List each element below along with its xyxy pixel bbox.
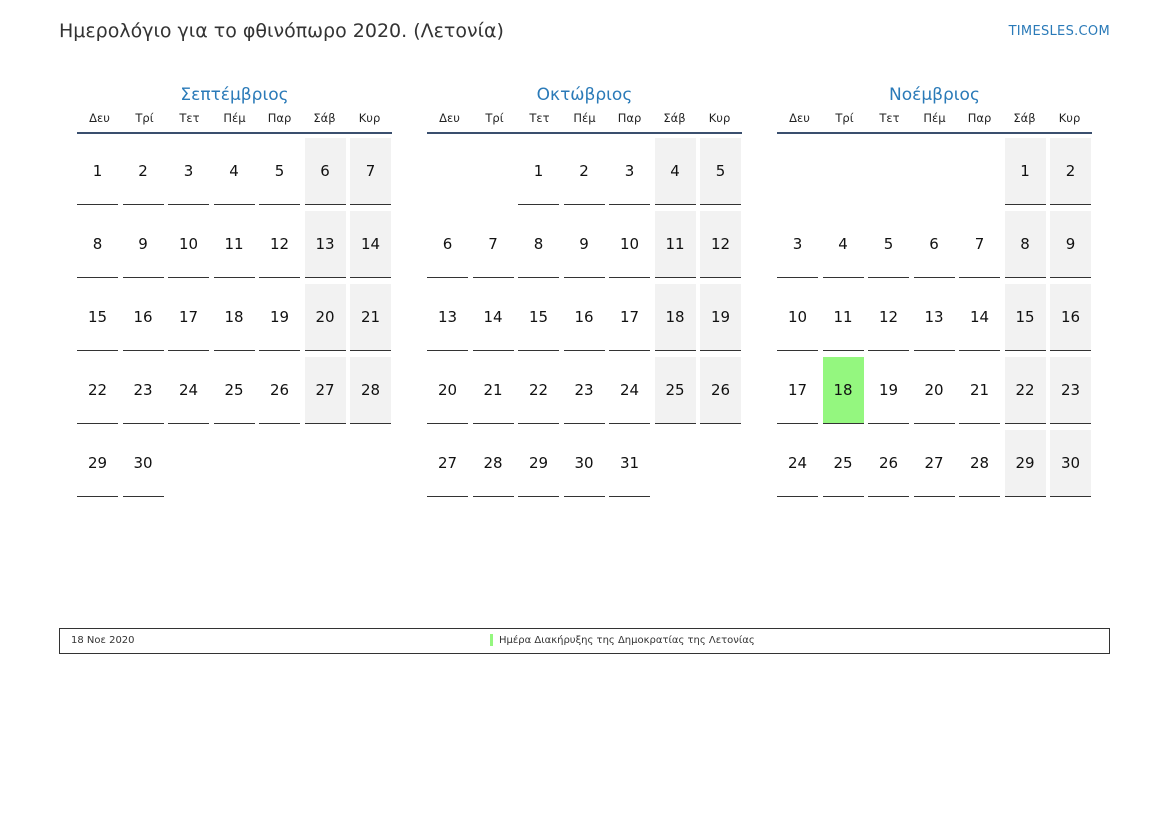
month-november xyxy=(777,82,1092,614)
day-cell: 9 xyxy=(564,211,605,278)
day-cell: 6 xyxy=(305,138,346,205)
day-cell: 9 xyxy=(1050,211,1091,278)
weekday-label: Σάβ xyxy=(663,111,686,125)
legend-color-swatch xyxy=(490,634,493,646)
day-cell: 9 xyxy=(123,211,164,278)
day-cell: 30 xyxy=(1050,430,1091,497)
day-cell: 21 xyxy=(350,284,391,351)
weekday-label: Σάβ xyxy=(313,111,336,125)
day-cell: 24 xyxy=(609,357,650,424)
day-cell: 23 xyxy=(564,357,605,424)
day-cell: 11 xyxy=(655,211,696,278)
day-cell: 7 xyxy=(959,211,1000,278)
day-cell: 2 xyxy=(123,138,164,205)
day-cell: 5 xyxy=(868,211,909,278)
day-cell: 29 xyxy=(1005,430,1046,497)
day-cell: 2 xyxy=(564,138,605,205)
day-cell: 25 xyxy=(655,357,696,424)
legend-date: 18 Νοε 2020 xyxy=(71,635,135,646)
day-cell: 27 xyxy=(914,430,955,497)
day-cell: 3 xyxy=(777,211,818,278)
day-cell: 30 xyxy=(123,430,164,497)
day-cell: 10 xyxy=(609,211,650,278)
day-cell: 27 xyxy=(427,430,468,497)
weekday-label: Τετ xyxy=(879,111,900,125)
weekday-header xyxy=(427,108,742,134)
weekday-label: Παρ xyxy=(267,111,292,125)
day-cell: 17 xyxy=(168,284,209,351)
day-cell: 12 xyxy=(700,211,741,278)
day-cell: 25 xyxy=(823,430,864,497)
weekday-label: Σάβ xyxy=(1013,111,1036,125)
day-cell: 19 xyxy=(700,284,741,351)
month-title: Σεπτέμβριος xyxy=(180,85,289,105)
day-cell: 17 xyxy=(609,284,650,351)
day-cell: 19 xyxy=(868,357,909,424)
day-cell: 14 xyxy=(350,211,391,278)
day-cell: 23 xyxy=(1050,357,1091,424)
day-cell: 16 xyxy=(564,284,605,351)
day-cell: 23 xyxy=(123,357,164,424)
day-cell: 7 xyxy=(350,138,391,205)
day-cell: 17 xyxy=(777,357,818,424)
month-october xyxy=(427,82,742,614)
day-cell: 20 xyxy=(427,357,468,424)
legend-holiday-name: Ημέρα Διακήρυξης της Δημοκρατίας της Λετονίας xyxy=(499,635,755,646)
day-cell: 8 xyxy=(77,211,118,278)
day-cell: 14 xyxy=(959,284,1000,351)
day-cell: 4 xyxy=(823,211,864,278)
day-cell: 5 xyxy=(259,138,300,205)
day-cell: 18 xyxy=(214,284,255,351)
day-cell: 27 xyxy=(305,357,346,424)
day-cell: 4 xyxy=(655,138,696,205)
weekday-header xyxy=(77,108,392,134)
day-cell: 22 xyxy=(77,357,118,424)
day-cell: 19 xyxy=(259,284,300,351)
page-title: Ημερολόγιο για το φθινόπωρο 2020. (Λετονία) xyxy=(59,20,504,42)
day-cell: 31 xyxy=(609,430,650,497)
day-cell: 16 xyxy=(123,284,164,351)
day-cell: 21 xyxy=(959,357,1000,424)
day-cell: 13 xyxy=(305,211,346,278)
day-cell: 28 xyxy=(959,430,1000,497)
month-title: Οκτώβριος xyxy=(536,85,633,105)
weekday-label: Κυρ xyxy=(358,111,381,125)
day-cell: 7 xyxy=(473,211,514,278)
day-cell: 10 xyxy=(168,211,209,278)
day-cell: 16 xyxy=(1050,284,1091,351)
holiday-legend xyxy=(59,628,1110,654)
day-cell: 1 xyxy=(1005,138,1046,205)
day-cell: 20 xyxy=(305,284,346,351)
weekday-label: Τετ xyxy=(179,111,200,125)
day-cell: 12 xyxy=(259,211,300,278)
month-september xyxy=(77,82,392,614)
day-cell: 1 xyxy=(77,138,118,205)
weekday-label: Τετ xyxy=(529,111,550,125)
weekday-label: Δευ xyxy=(439,111,460,125)
month-title: Νοέμβριος xyxy=(889,85,980,105)
weekday-label: Πέμ xyxy=(573,111,596,125)
day-cell: 11 xyxy=(823,284,864,351)
day-cell: 12 xyxy=(868,284,909,351)
day-cell: 29 xyxy=(518,430,559,497)
day-cell: 15 xyxy=(518,284,559,351)
day-cell: 3 xyxy=(609,138,650,205)
day-cell: 20 xyxy=(914,357,955,424)
weekday-label: Παρ xyxy=(967,111,992,125)
day-cell: 24 xyxy=(777,430,818,497)
day-cell: 3 xyxy=(168,138,209,205)
day-cell: 25 xyxy=(214,357,255,424)
weekday-label: Δευ xyxy=(789,111,810,125)
day-cell: 18 xyxy=(655,284,696,351)
day-cell: 6 xyxy=(427,211,468,278)
day-cell: 14 xyxy=(473,284,514,351)
day-grid xyxy=(777,134,1092,614)
day-cell: 15 xyxy=(1005,284,1046,351)
weekday-label: Τρί xyxy=(135,111,154,125)
weekday-label: Πέμ xyxy=(223,111,246,125)
day-cell: 24 xyxy=(168,357,209,424)
day-grid xyxy=(77,134,392,614)
day-cell: 8 xyxy=(518,211,559,278)
weekday-label: Τρί xyxy=(485,111,504,125)
day-cell: 6 xyxy=(914,211,955,278)
day-cell: 22 xyxy=(518,357,559,424)
day-cell: 29 xyxy=(77,430,118,497)
day-cell: 26 xyxy=(868,430,909,497)
day-cell: 1 xyxy=(518,138,559,205)
day-cell: 13 xyxy=(427,284,468,351)
weekday-label: Κυρ xyxy=(1058,111,1081,125)
weekday-label: Παρ xyxy=(617,111,642,125)
day-grid xyxy=(427,134,742,614)
day-cell: 22 xyxy=(1005,357,1046,424)
weekday-label: Δευ xyxy=(89,111,110,125)
day-cell: 28 xyxy=(473,430,514,497)
weekday-label: Κυρ xyxy=(708,111,731,125)
day-cell: 8 xyxy=(1005,211,1046,278)
day-cell: 26 xyxy=(700,357,741,424)
weekday-label: Τρί xyxy=(835,111,854,125)
site-link[interactable]: TIMESLES.COM xyxy=(1008,24,1110,39)
day-cell: 15 xyxy=(77,284,118,351)
day-cell: 21 xyxy=(473,357,514,424)
day-cell: 13 xyxy=(914,284,955,351)
day-cell: 30 xyxy=(564,430,605,497)
day-cell: 26 xyxy=(259,357,300,424)
day-cell: 4 xyxy=(214,138,255,205)
weekday-label: Πέμ xyxy=(923,111,946,125)
day-cell: 10 xyxy=(777,284,818,351)
day-cell: 28 xyxy=(350,357,391,424)
day-cell: 18 xyxy=(823,357,864,424)
day-cell: 5 xyxy=(700,138,741,205)
weekday-header xyxy=(777,108,1092,134)
day-cell: 11 xyxy=(214,211,255,278)
day-cell: 2 xyxy=(1050,138,1091,205)
